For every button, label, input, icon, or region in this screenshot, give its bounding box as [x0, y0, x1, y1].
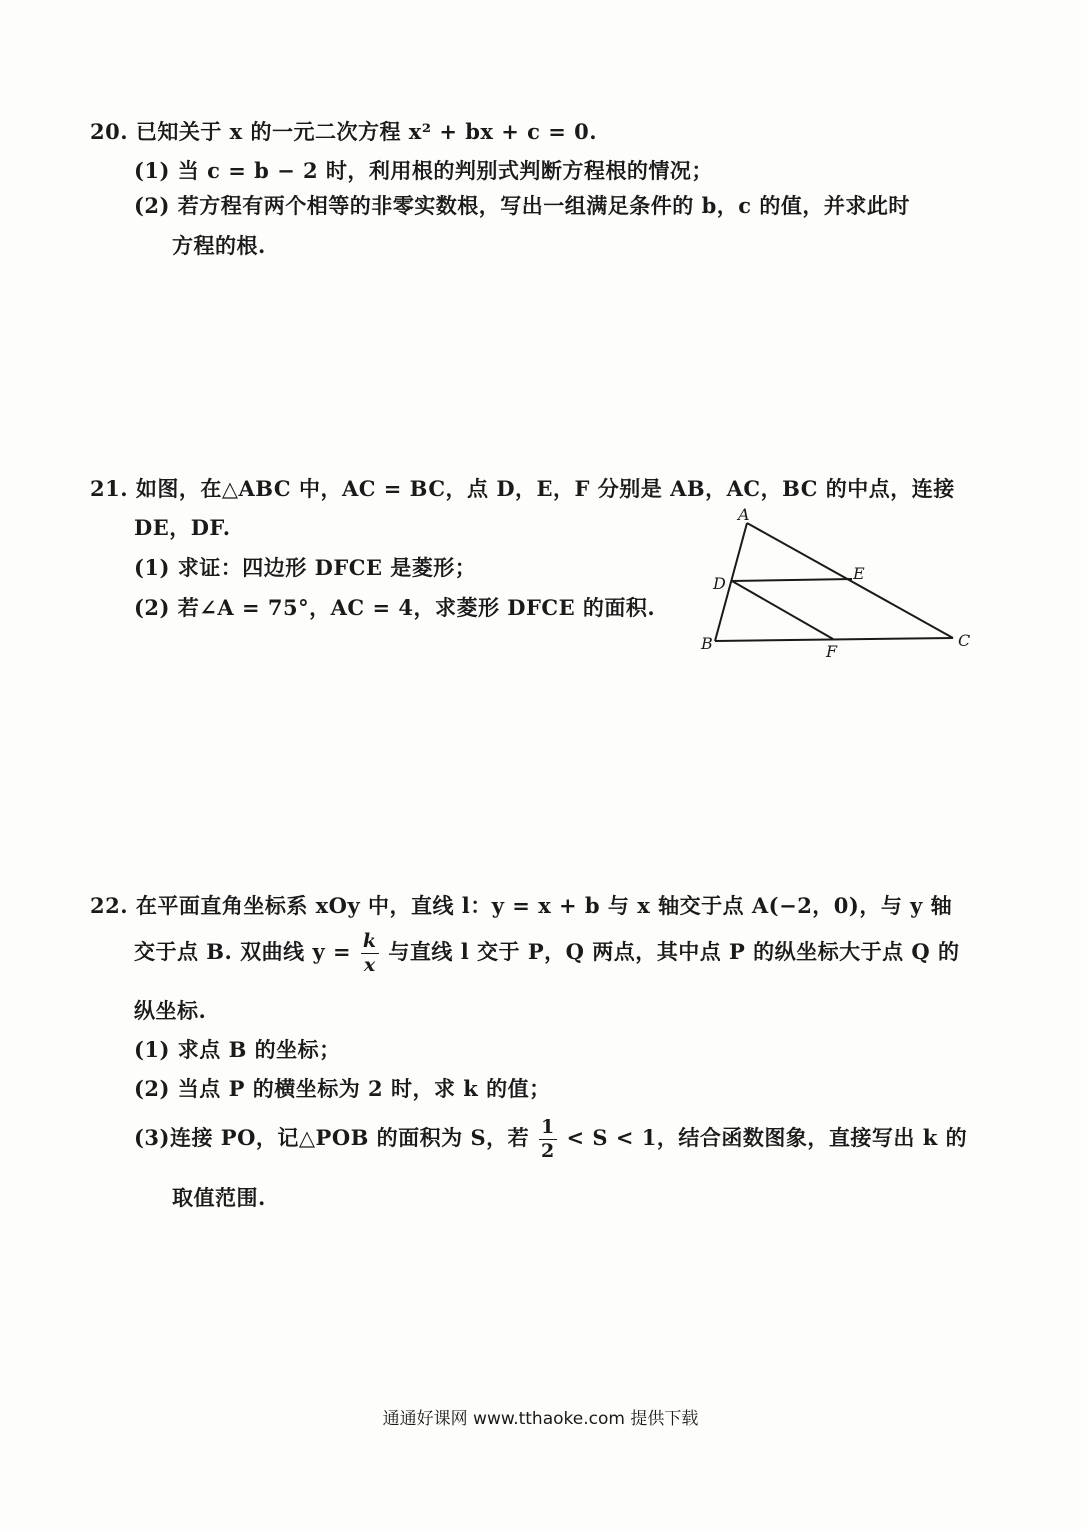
fraction-one-half — [539, 1118, 557, 1161]
fraction-k-over-x — [361, 932, 379, 975]
q21-stem-cont: DE，DF. — [134, 515, 231, 540]
footer-watermark: 通通好课网 www.tthaoke.com 提供下载 — [382, 1409, 699, 1429]
label-f: F — [826, 642, 838, 661]
label-c: C — [958, 631, 971, 650]
q22-part1: (1) 求点 B 的坐标； — [134, 1037, 341, 1062]
q22-part2: (2) 当点 P 的横坐标为 2 时，求 k 的值； — [134, 1076, 551, 1101]
label-d: D — [713, 574, 726, 593]
q22-line2-post: 与直线 l 交于 P，Q 两点，其中点 P 的纵坐标大于点 Q 的 — [388, 939, 960, 964]
q22-line2-pre: 交于点 B. 双曲线 y = — [134, 939, 352, 964]
q21-part2: (2) 若∠A = 75°，AC = 4，求菱形 DFCE 的面积. — [134, 595, 656, 620]
segment-de — [732, 579, 852, 581]
q22-part3 — [134, 1118, 967, 1161]
q20-part2-cont: 方程的根. — [172, 233, 266, 258]
q20-part2: (2) 若方程有两个相等的非零实数根，写出一组满足条件的 b，c 的值，并求此时 — [134, 193, 910, 218]
triangle-diagram — [695, 505, 985, 665]
q22-part3-cont: 取值范围. — [172, 1185, 266, 1210]
q22-stem-cont2: 纵坐标. — [134, 998, 207, 1023]
q20-stem: 20. 已知关于 x 的一元二次方程 x² + bx + c = 0. — [90, 119, 598, 144]
segment-df — [732, 581, 833, 639]
label-a: A — [738, 505, 750, 524]
fraction-numerator: k — [362, 930, 377, 952]
q22-stem-cont — [134, 932, 960, 975]
q22-stem: 22. 在平面直角坐标系 xOy 中，直线 l：y = x + b 与 x 轴交于点 A(−2，0)，与 y 轴 — [90, 893, 953, 918]
fraction-denominator: 2 — [540, 1140, 555, 1162]
label-b: B — [701, 634, 713, 653]
fraction-denominator: x — [363, 954, 376, 976]
q21-part1: (1) 求证：四边形 DFCE 是菱形； — [134, 555, 477, 580]
label-e: E — [853, 564, 865, 583]
q21-stem: 21. 如图，在△ABC 中，AC = BC，点 D，E，F 分别是 AB，AC，BC 的中点，连接 — [90, 476, 955, 501]
q22-part3-pre: (3)连接 PO，记△POB 的面积为 S，若 — [134, 1125, 530, 1150]
segment-bc — [715, 638, 953, 641]
fraction-numerator: 1 — [540, 1116, 555, 1138]
q20-part1: (1) 当 c = b − 2 时，利用根的判别式判断方程根的情况； — [134, 158, 713, 183]
q22-part3-post: < S < 1，结合函数图象，直接写出 k 的 — [566, 1125, 968, 1150]
